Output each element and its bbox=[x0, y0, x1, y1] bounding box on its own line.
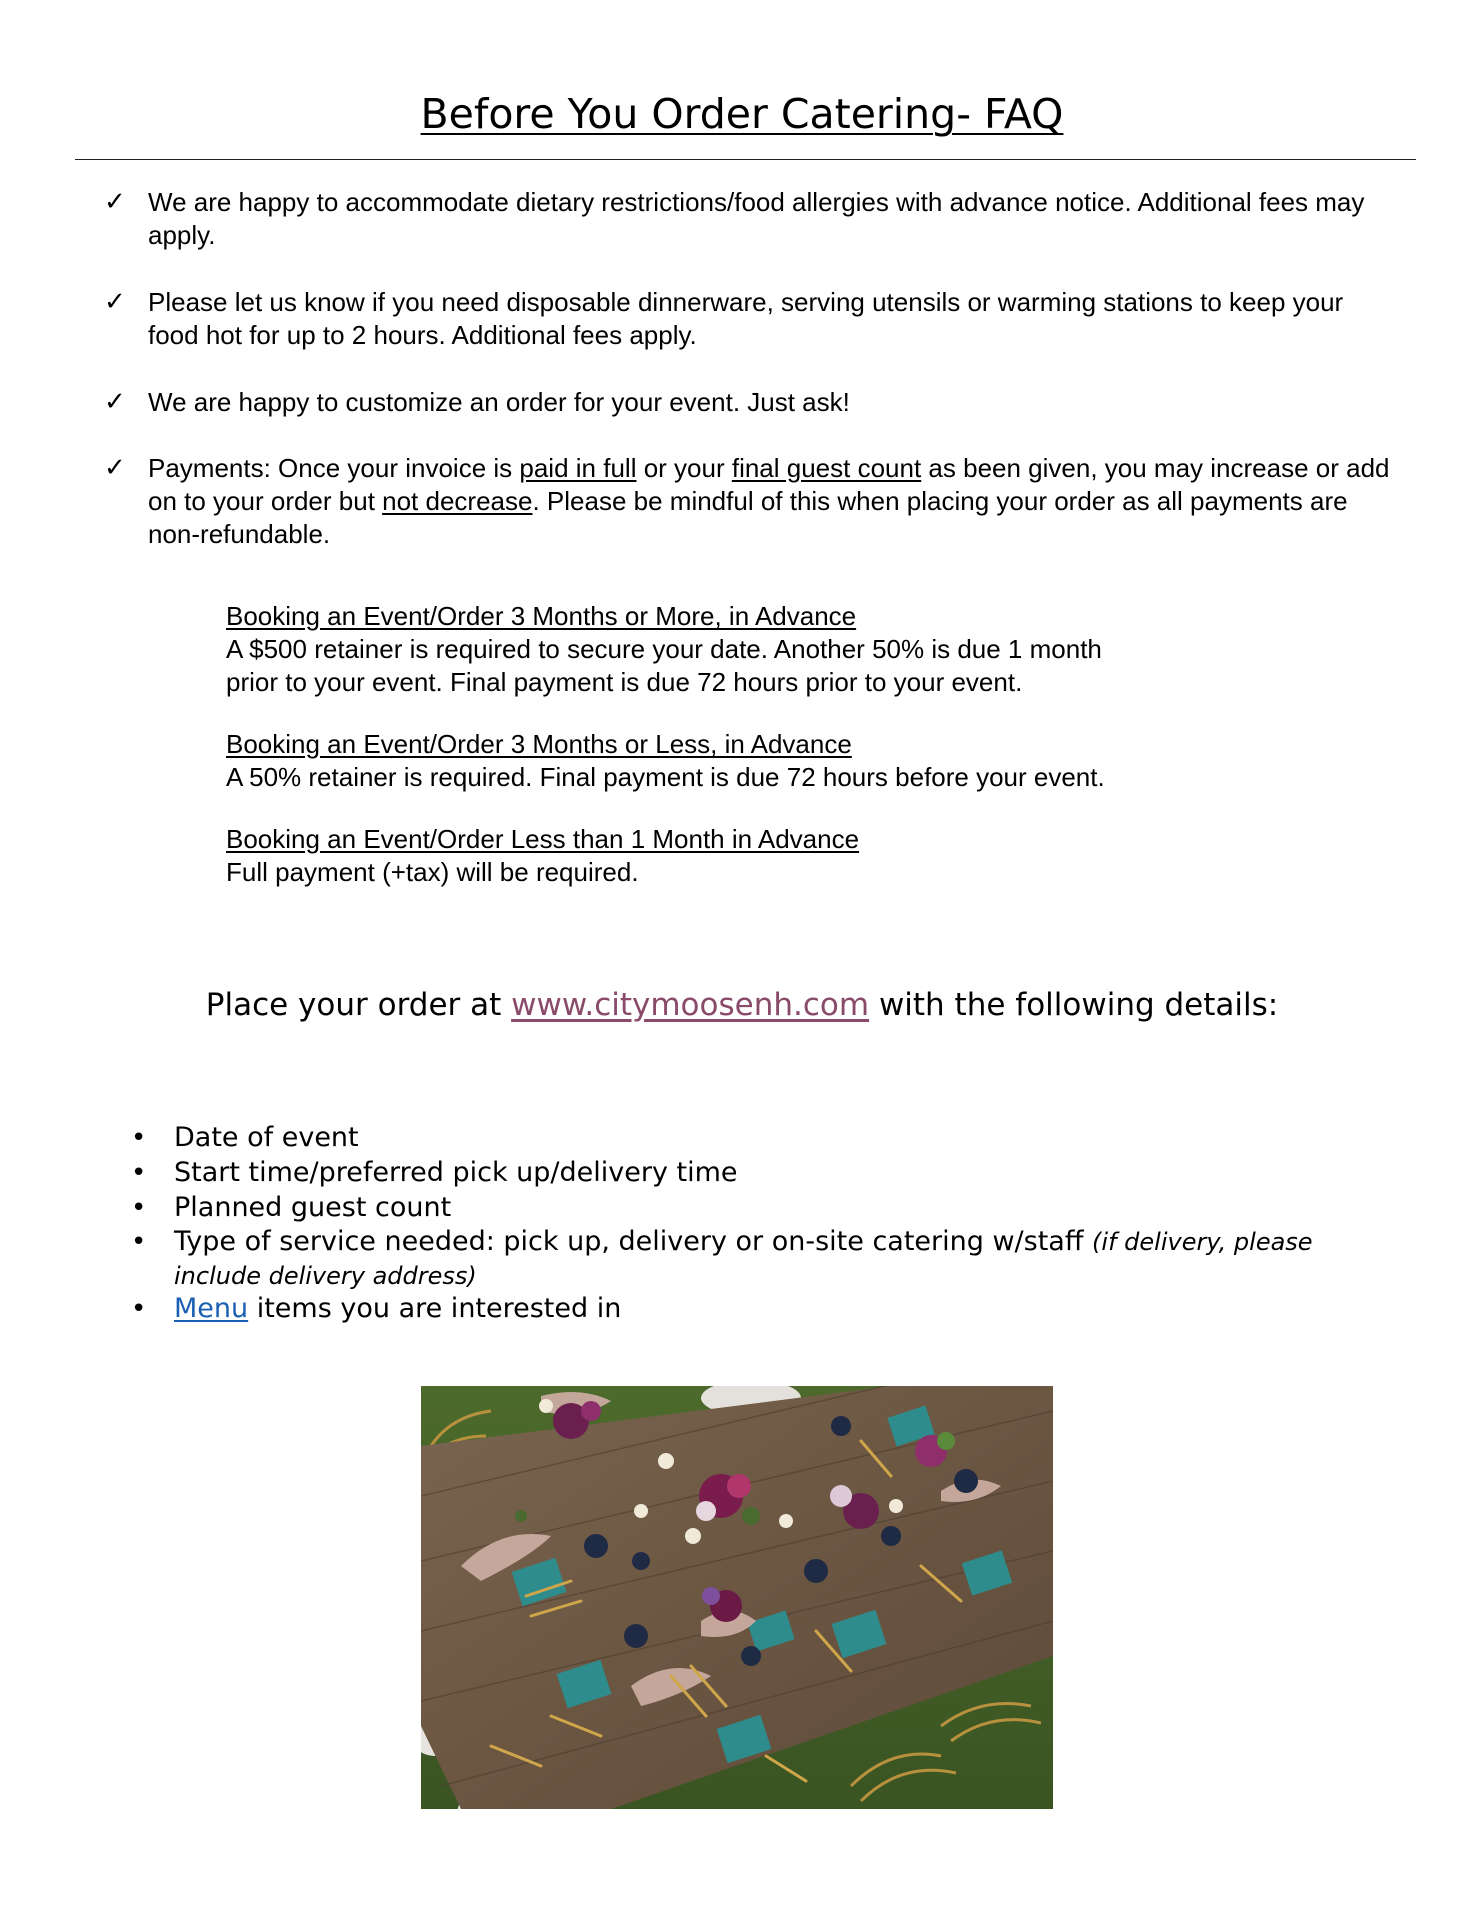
order-instruction bbox=[0, 985, 1484, 1025]
detail-item-guest-count: Planned guest count bbox=[174, 1192, 452, 1223]
checkmark-icon: ✓ bbox=[104, 453, 126, 483]
order-prefix: Place your order at bbox=[205, 987, 512, 1023]
menu-item-text: items you are interested in bbox=[248, 1293, 622, 1324]
checkmark-icon: ✓ bbox=[104, 287, 126, 317]
checkmark-icon: ✓ bbox=[104, 187, 126, 217]
faq-item-payments bbox=[148, 452, 1398, 551]
detail-item-date: Date of event bbox=[174, 1122, 359, 1153]
faq-item-dietary: We are happy to accommodate dietary restrictions/food allergies with advance notice. Additional fees may apply. bbox=[148, 187, 1365, 250]
service-type-text: Type of service needed: pick up, delivery or on-site catering w/staff bbox=[174, 1226, 1093, 1257]
booking-policy-3-months-or-less bbox=[226, 728, 1326, 794]
detail-item-start-time: Start time/preferred pick up/delivery time bbox=[174, 1157, 738, 1188]
not-decrease-text: not decrease bbox=[382, 486, 533, 516]
payments-text: . Please be mindful of this when placing your order as all payments are non-refundable. bbox=[148, 486, 1348, 549]
booking-policy-3-months-or-more bbox=[226, 600, 1326, 699]
service-type-note: (if delivery, please include delivery address) bbox=[174, 1228, 1313, 1290]
bullet-icon: • bbox=[131, 1294, 147, 1324]
table-setting-image bbox=[421, 1386, 1053, 1809]
booking-text: A 50% retainer is required. Final payment is due 72 hours before your event. bbox=[226, 762, 1105, 792]
booking-heading: Booking an Event/Order Less than 1 Month in Advance bbox=[226, 824, 860, 854]
order-suffix: with the following details: bbox=[878, 987, 1279, 1023]
website-link[interactable]: www.citymoosenh.com bbox=[511, 987, 870, 1023]
title-divider bbox=[75, 159, 1416, 160]
booking-heading: Booking an Event/Order 3 Months or More, in Advance bbox=[226, 601, 857, 631]
faq-item-customize: We are happy to customize an order for your event. Just ask! bbox=[148, 387, 850, 417]
booking-policy-less-than-1-month bbox=[226, 823, 1326, 889]
bullet-icon: • bbox=[131, 1123, 147, 1153]
bullet-icon: • bbox=[131, 1227, 147, 1257]
paid-in-full-text: paid in full bbox=[519, 453, 637, 483]
booking-text: Full payment (+tax) will be required. bbox=[226, 857, 639, 887]
payments-text: as been given, you may increase or add on to your order but bbox=[148, 453, 1390, 516]
booking-text: A $500 retainer is required to secure your date. Another 50% is due 1 month bbox=[226, 634, 1102, 664]
detail-item-service-type bbox=[174, 1225, 1354, 1293]
menu-link[interactable]: Menu bbox=[174, 1293, 249, 1324]
catering-table-photo bbox=[421, 1386, 1053, 1809]
bullet-icon: • bbox=[131, 1193, 147, 1223]
final-guest-count-text: final guest count bbox=[731, 453, 922, 483]
detail-item-menu bbox=[174, 1292, 1354, 1326]
bullet-icon: • bbox=[131, 1158, 147, 1188]
payments-text: Payments: Once your invoice is bbox=[148, 453, 520, 483]
faq-item-dinnerware: Please let us know if you need disposable dinnerware, serving utensils or warming stations to keep your food hot for up to 2 hours. Additional fees apply. bbox=[148, 287, 1344, 350]
checkmark-icon: ✓ bbox=[104, 387, 126, 417]
payments-text: or your bbox=[636, 453, 732, 483]
booking-heading: Booking an Event/Order 3 Months or Less, in Advance bbox=[226, 729, 852, 759]
booking-text: prior to your event. Final payment is due 72 hours prior to your event. bbox=[226, 667, 1023, 697]
page-title: Before You Order Catering- FAQ bbox=[420, 90, 1064, 138]
